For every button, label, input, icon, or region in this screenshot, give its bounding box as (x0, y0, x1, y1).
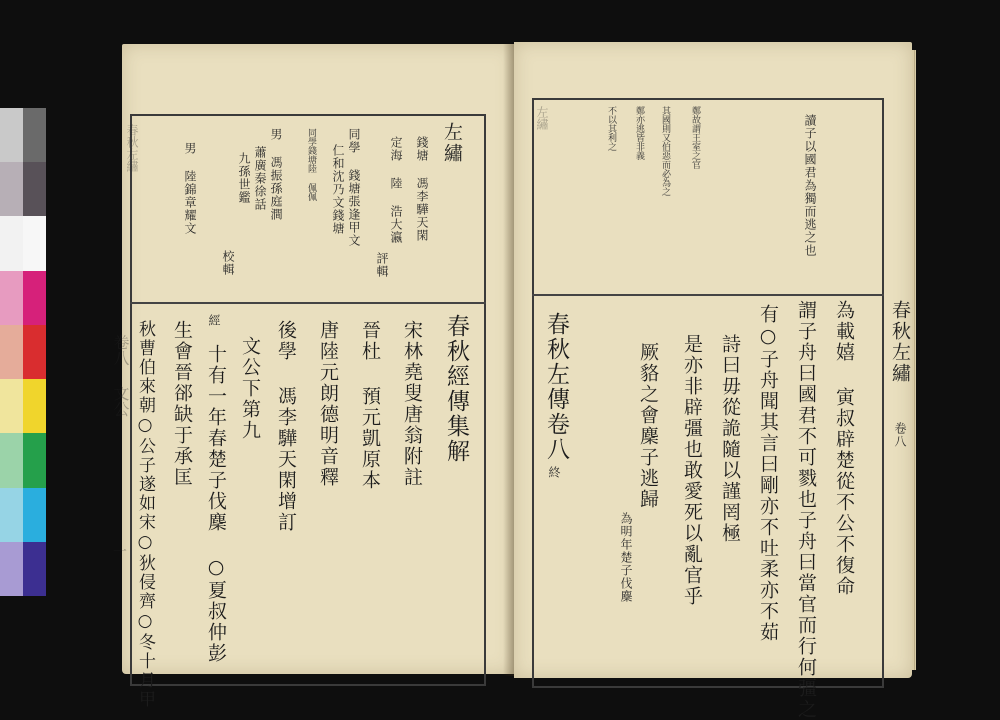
color-swatch (23, 433, 46, 487)
color-strip-row (0, 433, 46, 487)
colophon-role: 校輯 (221, 250, 235, 276)
right-page (514, 42, 912, 720)
classic-text: ○夏叔仲彭 (205, 556, 227, 664)
headnote-text: 其國則又伯惡而必為之 (660, 106, 670, 196)
main-text-column: 是亦非辟彊也敢愛死以亂官乎 (681, 334, 703, 607)
color-swatch (23, 216, 46, 270)
main-text-column: 詩曰毋從詭隨以謹罔極 (719, 334, 741, 544)
colophon-line: 定海 陸 浩大瀛 (389, 136, 403, 244)
color-swatch (0, 379, 23, 433)
color-calibration-strip (0, 108, 46, 596)
author-line: 後學 馮李驊天閑增訂 (275, 320, 297, 533)
color-swatch (0, 542, 23, 596)
margin-header: 左繡 (535, 106, 549, 130)
color-strip-row (0, 488, 46, 542)
right-page-divider (532, 294, 884, 296)
colophon-line: 錢塘 馮李驊天閑 (415, 136, 429, 242)
left-page (111, 44, 514, 709)
margin-header: 春秋左繡 (125, 124, 139, 172)
classic-text: 秋曹伯來朝○公子遂如宋○狄侵齊○冬十月甲 (135, 320, 155, 709)
author-line: 唐陸元朗德明音釋 (317, 320, 339, 488)
color-swatch (23, 325, 46, 379)
author-line: 晉杜 預元凱原本 (359, 320, 381, 491)
margin-running-title: 春秋左繡 (889, 300, 911, 384)
main-text-column: 厥貉之會麇子逃歸 (637, 342, 659, 510)
headnote-text: 不以其利之 (606, 106, 616, 151)
color-swatch (23, 271, 46, 325)
fore-edge-label: 卷八 文公 (111, 334, 130, 417)
color-swatch (23, 162, 46, 216)
color-swatch (0, 271, 23, 325)
color-swatch (0, 216, 23, 270)
color-swatch (23, 108, 46, 162)
interlinear-note: 為明年楚子伐麇 (619, 512, 633, 603)
main-text-column: 有○子舟聞其言曰剛亦不吐柔亦不茹 (757, 304, 779, 643)
classic-text: 十有一年春楚子伐麇 (205, 344, 227, 533)
colophon-line: 同學錢塘陸 佩佩 (306, 128, 316, 201)
main-text-column: 謂子舟曰國君不可戮也子舟曰當官而行何彊之 (795, 300, 817, 720)
chapter-heading: 文公下第九 (239, 336, 261, 441)
volume-end-mark: 終 (547, 466, 561, 479)
color-swatch (23, 542, 46, 596)
colophon-line: 同學 錢塘張逢甲文 (347, 128, 361, 247)
book-title: 春秋經傳集解 (443, 314, 469, 464)
classic-text: 生會晉郤缺于承匡 (171, 320, 193, 488)
color-swatch (0, 433, 23, 487)
margin-volume: 卷八 (893, 422, 907, 448)
color-swatch (23, 379, 46, 433)
color-strip-row (0, 162, 46, 216)
colophon-header: 左繡 (441, 122, 463, 164)
color-strip-row (0, 216, 46, 270)
volume-title: 春秋左傳卷八 (543, 312, 569, 462)
headnote-text: 鄭亦逃皆非義 (634, 106, 644, 160)
author-line: 宋林堯叟唐翁附註 (401, 320, 423, 488)
colophon-role: 評輯 (375, 252, 389, 278)
colophon-line: 蕭廣秦徐話 (253, 146, 267, 211)
color-strip-row (0, 325, 46, 379)
color-strip-row (0, 379, 46, 433)
colophon-line: 男 陸錦章耀文 (183, 142, 197, 235)
color-swatch (0, 108, 23, 162)
colophon-line: 九孫世鑑 (237, 152, 251, 204)
color-strip-row (0, 108, 46, 162)
color-strip-row (0, 542, 46, 596)
colophon-line: 仁和沈乃文錢塘 (331, 144, 345, 235)
left-page-divider (130, 302, 486, 304)
headnote-main: 讀子以國君為獨而逃之也 (803, 114, 817, 257)
colophon-line: 男 馮振孫庭澗 (269, 128, 283, 221)
color-swatch (0, 325, 23, 379)
headnote-text: 鄭故謂王室之官 (690, 106, 700, 169)
main-text-column: 為載嬉 寅叔辟楚從不公不復命 (833, 300, 855, 597)
classic-marker: 經 (207, 314, 221, 327)
color-swatch (0, 488, 23, 542)
right-page-frame (532, 98, 884, 688)
color-strip-row (0, 271, 46, 325)
color-swatch (0, 162, 23, 216)
color-swatch (23, 488, 46, 542)
page-number: 一 (111, 544, 127, 558)
